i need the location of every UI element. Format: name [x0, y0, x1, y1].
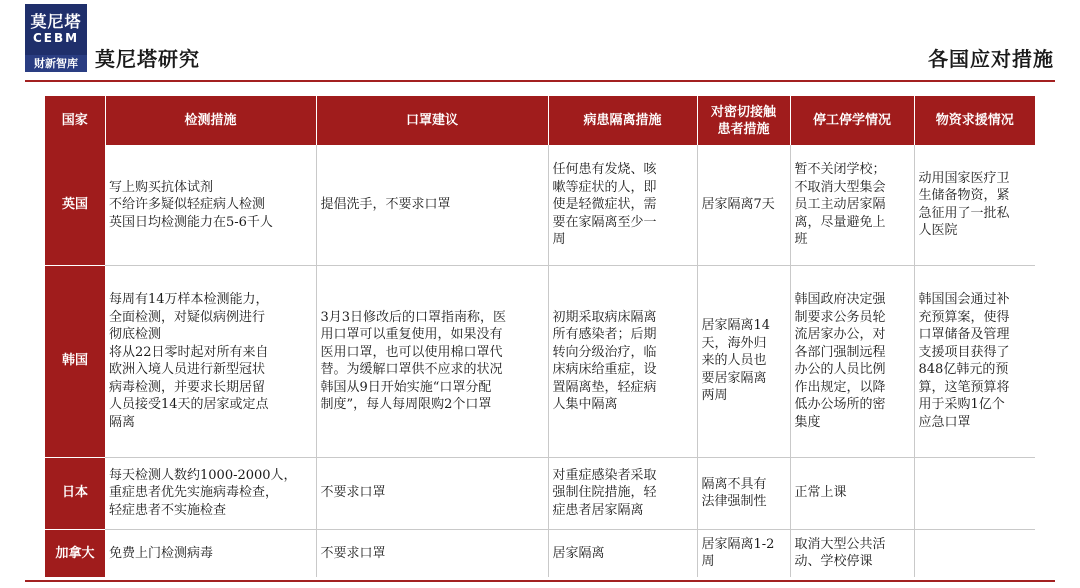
table-cell: 居家隔离14 天，海外归 来的人员也 要居家隔离 两周 — [697, 265, 790, 457]
table-cell: 韩国国会通过补 充预算案，使得 口罩储备及管理 支援项目获得了 848亿韩元的预 算，这笔预算将 用于采购1亿个 应急口罩 — [914, 265, 1035, 457]
country-cell: 韩国 — [45, 265, 105, 457]
table-cell: 任何患有发烧、咳 嗽等症状的人，即 使是轻微症状，需 要在家隔离至少一 周 — [548, 145, 697, 265]
table-row — [45, 457, 1035, 529]
table-cell: 正常上课 — [790, 457, 914, 529]
header-shutdown: 停工停学情况 — [790, 96, 914, 145]
table-cell — [914, 529, 1035, 577]
header-divider — [25, 80, 1055, 82]
table-cell: 不要求口罩 — [316, 457, 548, 529]
table-cell: 不要求口罩 — [316, 529, 548, 577]
header-country: 国家 — [45, 96, 105, 145]
table-header-row — [45, 96, 1035, 145]
header-supplies: 物资求援情况 — [914, 96, 1035, 145]
table-cell: 暂不关闭学校； 不取消大型集会 员工主动居家隔 离，尽量避免上 班 — [790, 145, 914, 265]
table-cell: 居家隔离 — [548, 529, 697, 577]
page-title: 各国应对措施 — [928, 47, 1054, 71]
table-row — [45, 145, 1035, 265]
table-cell — [914, 457, 1035, 529]
table-cell: 韩国政府决定强 制要求公务员轮 流居家办公，对 各部门强制远程 办公的人员比例 作出规定，以降 低办公场所的密 集度 — [790, 265, 914, 457]
logo-line3: 财新智库 — [25, 55, 87, 72]
table-cell: 每周有14万样本检测能力， 全面检测，对疑似病例进行 彻底检测 将从22日零时起对所有来自 欧洲入境人员进行新型冠状 病毒检测，并要求长期居留 人员接受14天的居家或定点 隔离 — [105, 265, 316, 457]
table-row — [45, 529, 1035, 577]
table-row — [45, 265, 1035, 457]
table-cell: 对重症感染者采取 强制住院措施，轻 症患者居家隔离 — [548, 457, 697, 529]
header-isolation: 病患隔离措施 — [548, 96, 697, 145]
measures-table — [45, 96, 1035, 577]
header-close-contact: 对密切接触 患者措施 — [697, 96, 790, 145]
header-testing: 检测措施 — [105, 96, 316, 145]
table-cell: 写上购买抗体试剂 不给许多疑似轻症病人检测 英国日均检测能力在5-6千人 — [105, 145, 316, 265]
brand-name: 莫尼塔研究 — [95, 47, 200, 71]
table-cell: 初期采取病床隔离 所有感染者；后期 转向分级治疗，临 床病床给重症，设 置隔离垫，轻症病 人集中隔离 — [548, 265, 697, 457]
table-cell: 每天检测人数约1000-2000人， 重症患者优先实施病毒检查， 轻症患者不实施检查 — [105, 457, 316, 529]
footer-divider — [25, 580, 1055, 582]
cebm-logo — [25, 4, 87, 72]
logo-line2: CEBM — [32, 31, 80, 45]
table-cell: 3月3日修改后的口罩指南称，医 用口罩可以重复使用，如果没有 医用口罩，也可以使用棉口罩代 替。为缓解口罩供不应求的状况 韩国从9日开始实施“口罩分配 制度”，每人每周限购2个口罩 — [316, 265, 548, 457]
country-cell: 英国 — [45, 145, 105, 265]
table-cell: 隔离不具有 法律强制性 — [697, 457, 790, 529]
country-cell: 加拿大 — [45, 529, 105, 577]
table-cell: 居家隔离1-2 周 — [697, 529, 790, 577]
country-cell: 日本 — [45, 457, 105, 529]
table-cell: 取消大型公共活 动、学校停课 — [790, 529, 914, 577]
table-cell: 提倡洗手，不要求口罩 — [316, 145, 548, 265]
logo-line1: 莫尼塔 — [30, 12, 82, 31]
table-cell: 居家隔离7天 — [697, 145, 790, 265]
table-cell: 动用国家医疗卫 生储备物资，紧 急征用了一批私 人医院 — [914, 145, 1035, 265]
header-mask: 口罩建议 — [316, 96, 548, 145]
table-cell: 免费上门检测病毒 — [105, 529, 316, 577]
